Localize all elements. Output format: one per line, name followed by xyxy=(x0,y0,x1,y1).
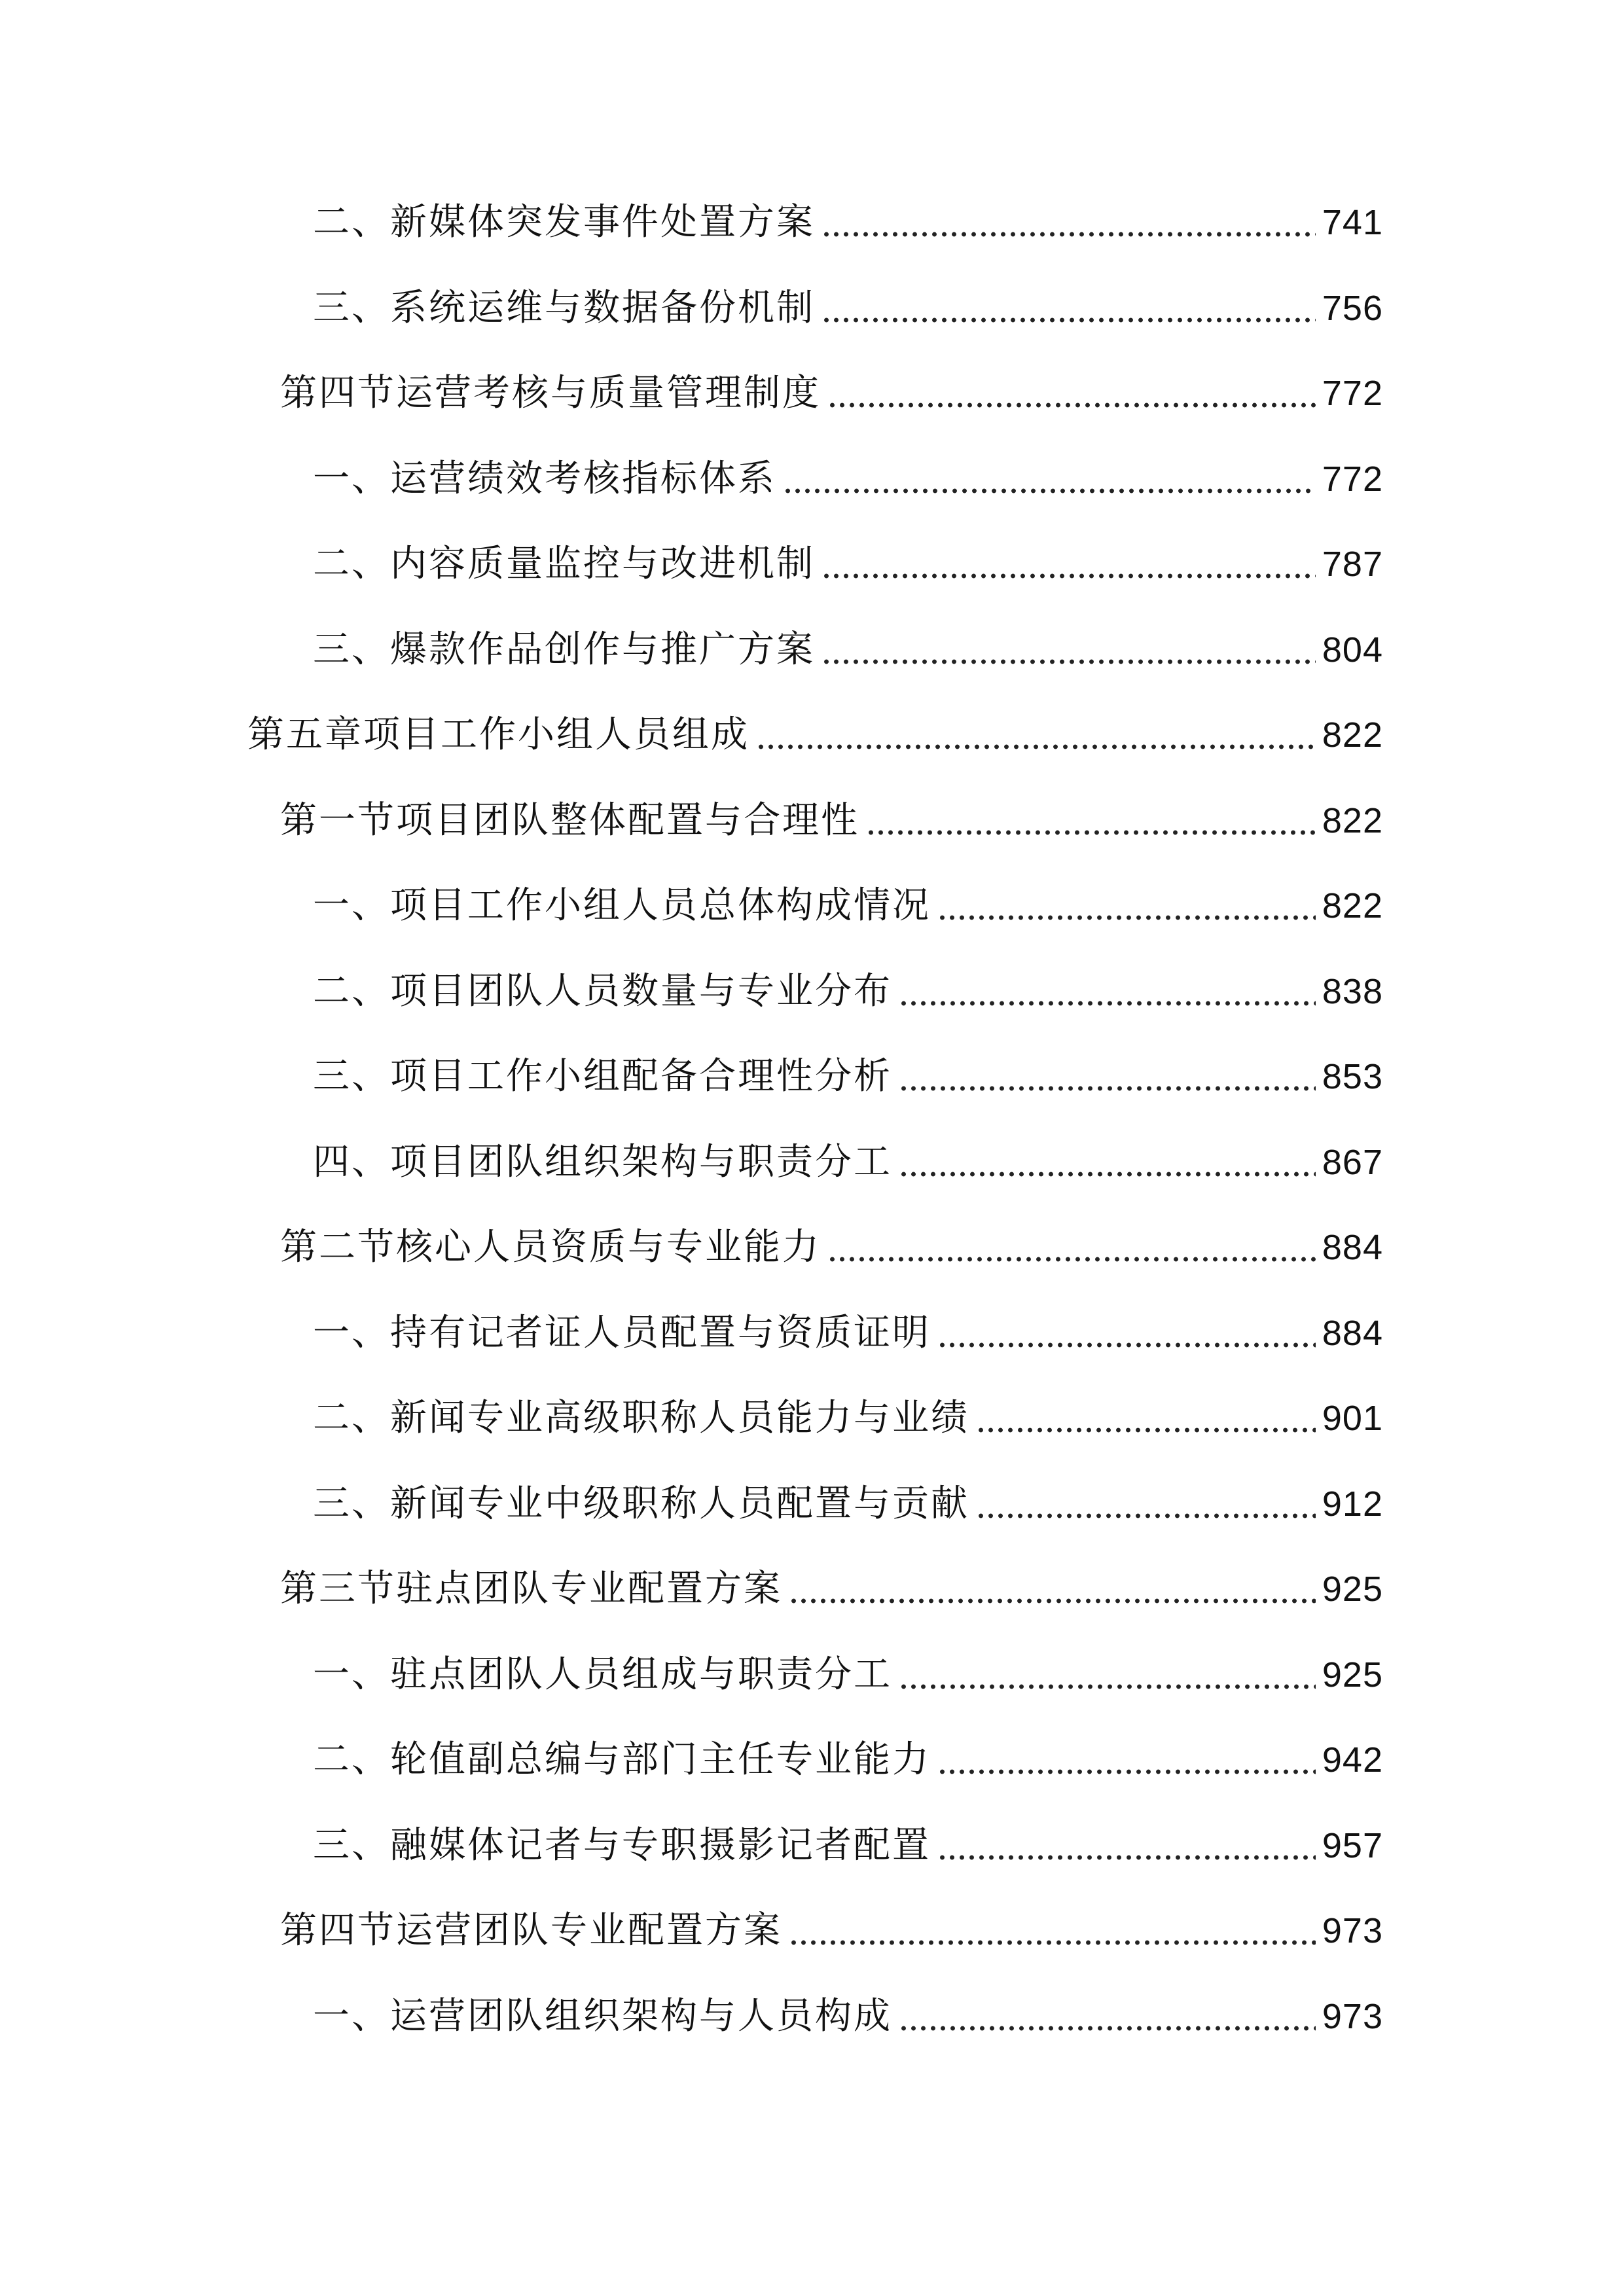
toc-entry-page-number: 741 xyxy=(1322,203,1383,242)
toc-entry-title: 一、运营绩效考核指标体系 xyxy=(313,457,776,500)
toc-entry-title: 二、新媒体突发事件处置方案 xyxy=(313,201,815,243)
toc-entry-title: 二、轮值副总编与部门主任专业能力 xyxy=(313,1738,931,1781)
toc-entry-page-number: 804 xyxy=(1322,630,1383,670)
toc-entry-title: 第五章项目工作小组人员组成 xyxy=(247,713,749,756)
toc-entry[interactable] xyxy=(313,1649,1383,1701)
toc-entry[interactable] xyxy=(313,282,1383,334)
toc-entry-title: 二、项目团队人员数量与专业分布 xyxy=(313,969,892,1013)
toc-entry[interactable] xyxy=(313,538,1383,590)
toc-dot-leader xyxy=(789,1939,1316,1946)
toc-entry-page-number: 884 xyxy=(1322,1228,1383,1267)
toc-dot-leader xyxy=(976,1512,1316,1520)
toc-dot-leader xyxy=(827,401,1316,409)
toc-dot-leader xyxy=(866,829,1316,836)
toc-entry[interactable] xyxy=(313,196,1383,249)
toc-dot-leader xyxy=(937,1768,1316,1776)
toc-entry[interactable] xyxy=(313,624,1383,676)
toc-dot-leader xyxy=(827,1255,1316,1263)
toc-entry-title: 一、项目工作小组人员总体构成情况 xyxy=(313,884,931,927)
toc-entry-title: 第四节运营考核与质量管理制度 xyxy=(280,372,821,414)
toc-dot-leader xyxy=(976,1426,1316,1434)
toc-entry-page-number: 973 xyxy=(1322,1911,1383,1950)
toc-entry-page-number: 772 xyxy=(1322,459,1383,499)
toc-entry-page-number: 822 xyxy=(1322,800,1383,840)
toc-entry[interactable] xyxy=(313,1136,1383,1189)
toc-entry[interactable] xyxy=(313,1990,1383,2043)
toc-dot-leader xyxy=(899,999,1316,1007)
toc-entry[interactable] xyxy=(280,1905,1383,1957)
toc-entry-page-number: 867 xyxy=(1322,1142,1383,1182)
toc-entry-page-number: 884 xyxy=(1322,1313,1383,1353)
toc-entry-title: 第四节运营团队专业配置方案 xyxy=(280,1909,782,1952)
toc-entry[interactable] xyxy=(313,1820,1383,1872)
toc-entry-page-number: 838 xyxy=(1322,971,1383,1011)
toc-entry[interactable] xyxy=(280,795,1383,847)
toc-entry[interactable] xyxy=(280,1563,1383,1615)
toc-dot-leader xyxy=(899,1683,1316,1691)
toc-entry-title: 三、项目工作小组配备合理性分析 xyxy=(313,1055,892,1098)
toc-entry-title: 三、爆款作品创作与推广方案 xyxy=(313,628,815,671)
toc-dot-leader xyxy=(756,743,1316,751)
toc-dot-leader xyxy=(821,230,1316,238)
toc-entry[interactable] xyxy=(313,880,1383,932)
toc-entry-title: 一、驻点团队人员组成与职责分工 xyxy=(313,1653,892,1696)
toc-dot-leader xyxy=(899,1085,1316,1092)
toc-entry-page-number: 853 xyxy=(1322,1057,1383,1096)
toc-entry-title: 第二节核心人员资质与专业能力 xyxy=(280,1226,821,1268)
toc-dot-leader xyxy=(789,1597,1316,1605)
toc-dot-leader xyxy=(937,914,1316,922)
toc-entry-title: 二、新闻专业高级职称人员能力与业绩 xyxy=(313,1397,969,1439)
toc-entry[interactable] xyxy=(280,1221,1383,1274)
toc-dot-leader xyxy=(821,316,1316,324)
toc-entry-page-number: 772 xyxy=(1322,374,1383,413)
toc-entry-title: 三、融媒体记者与专职摄影记者配置 xyxy=(313,1823,931,1867)
toc-entry-page-number: 901 xyxy=(1322,1399,1383,1438)
toc-dot-leader xyxy=(783,487,1316,495)
toc-entry-title: 第一节项目团队整体配置与合理性 xyxy=(280,798,859,842)
toc-entry[interactable] xyxy=(280,367,1383,420)
toc-entry-title: 四、项目团队组织架构与职责分工 xyxy=(313,1140,892,1183)
toc-dot-leader xyxy=(821,658,1316,666)
toc-entry-title: 二、内容质量监控与改进机制 xyxy=(313,543,815,585)
toc-entry[interactable] xyxy=(313,1050,1383,1103)
toc-entry[interactable] xyxy=(313,1734,1383,1786)
toc-entry[interactable] xyxy=(313,1392,1383,1444)
toc-entry-title: 三、新闻专业中级职称人员配置与贡献 xyxy=(313,1482,969,1525)
toc-dot-leader xyxy=(821,572,1316,580)
toc-entry[interactable] xyxy=(247,709,1383,761)
toc-entry-page-number: 787 xyxy=(1322,545,1383,584)
toc-dot-leader xyxy=(937,1854,1316,1861)
toc-entry-page-number: 973 xyxy=(1322,1996,1383,2036)
toc-entry[interactable] xyxy=(313,1478,1383,1530)
toc-entry[interactable] xyxy=(313,1307,1383,1359)
toc-entry-page-number: 822 xyxy=(1322,886,1383,925)
toc-entry-page-number: 957 xyxy=(1322,1825,1383,1865)
toc-dot-leader xyxy=(899,2024,1316,2032)
toc-entry-title: 一、持有记者证人员配置与资质证明 xyxy=(313,1311,931,1354)
toc-entry-page-number: 925 xyxy=(1322,1570,1383,1609)
toc-entry-page-number: 822 xyxy=(1322,715,1383,755)
toc-entry-title: 三、系统运维与数据备份机制 xyxy=(313,286,815,329)
toc-entry-title: 第三节驻点团队专业配置方案 xyxy=(280,1568,782,1610)
toc-dot-leader xyxy=(937,1341,1316,1349)
toc-entry-page-number: 912 xyxy=(1322,1484,1383,1524)
toc-entry[interactable] xyxy=(313,965,1383,1018)
toc-entry-page-number: 942 xyxy=(1322,1740,1383,1780)
toc-entry-page-number: 925 xyxy=(1322,1655,1383,1695)
toc-dot-leader xyxy=(899,1170,1316,1178)
toc-entry[interactable] xyxy=(313,453,1383,505)
toc-entry-title: 一、运营团队组织架构与人员构成 xyxy=(313,1994,892,2037)
toc-entry-page-number: 756 xyxy=(1322,288,1383,328)
